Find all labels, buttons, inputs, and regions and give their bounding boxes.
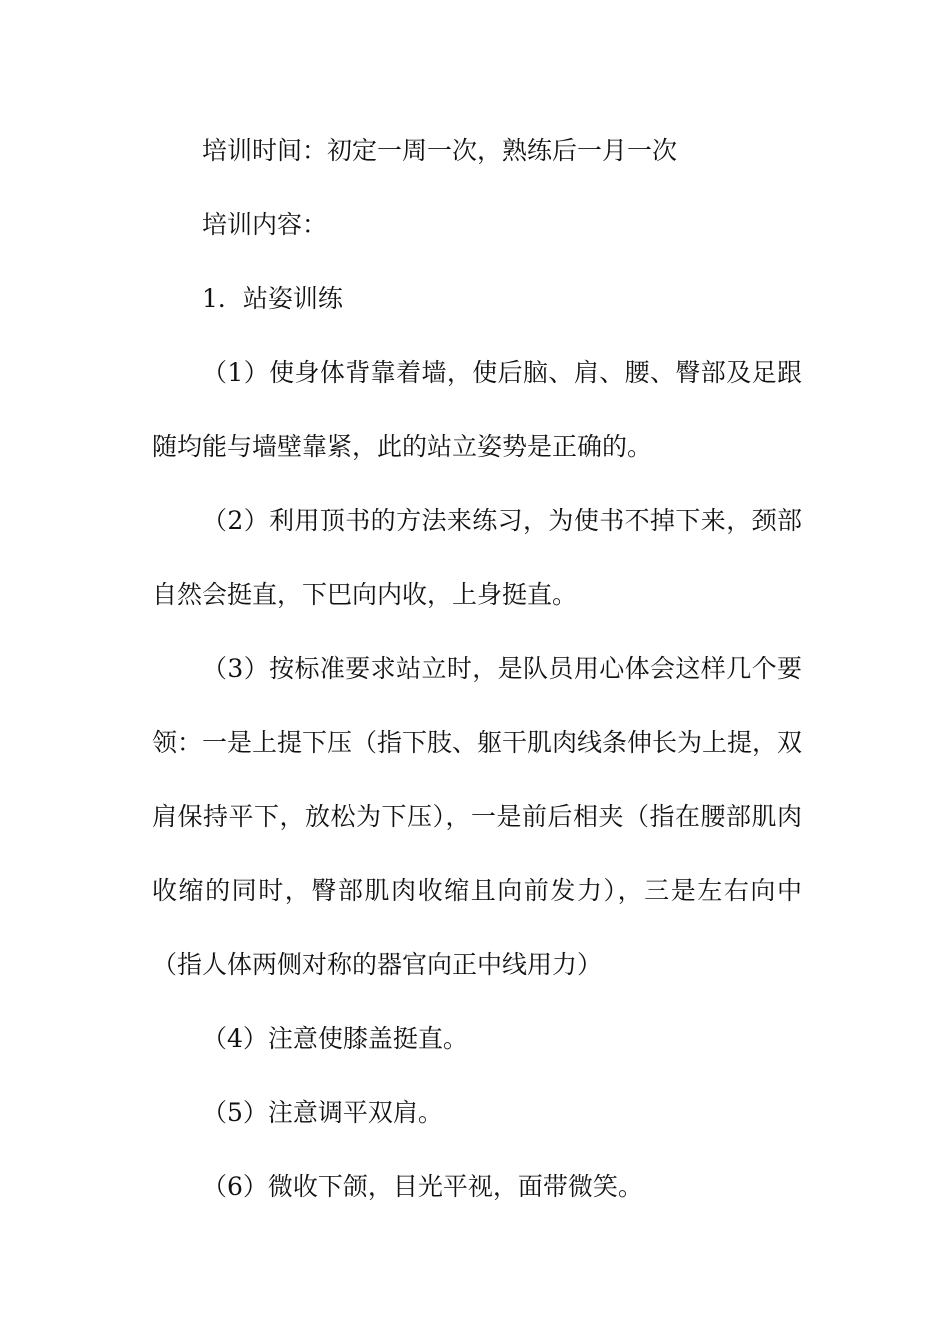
paragraph-item-6: （6）微收下颌，目光平视，面带微笑。: [202, 1172, 643, 1201]
section-heading-standing-training: 1．站姿训练: [202, 284, 343, 313]
paragraph-item-5: （5）注意调平双肩。: [202, 1098, 443, 1127]
paragraph-item-3: （3）按标准要求站立时，是队员用心体会这样几个要领：一是上提下压（指下肢、躯干肌肉线条伸长为上提，双肩保持平下，放松为下压），一是前后相夹（指在腰部肌肉收缩的同时，臀部肌肉收缩且向前发力），三是左右向中（指人体两侧对称的器官向正中线用力）: [152, 654, 803, 979]
document-body: [152, 114, 802, 1224]
paragraph-training-content: 培训内容：: [202, 210, 328, 239]
paragraph-item-4: （4）注意使膝盖挺直。: [202, 1024, 468, 1053]
paragraph-item-1: （1）使身体背靠着墙，使后脑、肩、腰、臀部及足跟随均能与墙壁靠紧，此的站立姿势是正确的。: [152, 358, 802, 461]
paragraph-training-time: 培训时间：初定一周一次，熟练后一月一次: [202, 136, 678, 165]
paragraph-item-2: （2）利用顶书的方法来练习，为使书不掉下来，颈部自然会挺直，下巴向内收，上身挺直。: [152, 506, 802, 609]
